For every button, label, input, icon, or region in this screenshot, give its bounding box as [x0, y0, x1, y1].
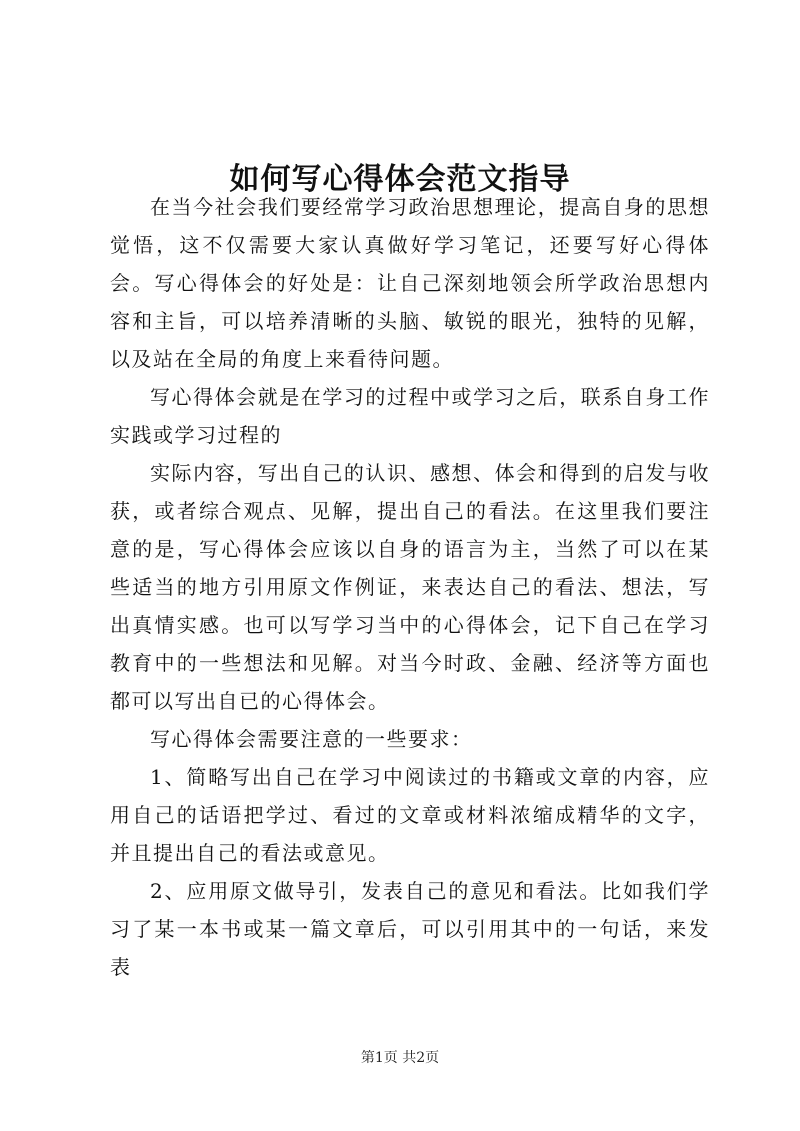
- paragraph-3: 实际内容，写出自己的认识、感想、体会和得到的启发与收获，或者综合观点、见解，提出自己的看法。在这里我们要注意的是，写心得体会应该以自身的语言为主，当然了可以在某些适当的地方引用原文作例证，来表达自己的看法、想法，写出真情实感。也可以写学习当中的心得体会，记下自己在学习教育中的一些想法和见解。对当今时政、金融、经济等方面也都可以写出自已的心得体会。: [110, 461, 710, 713]
- document-body: [110, 188, 710, 986]
- paragraph-1: 在当今社会我们要经常学习政治思想理论，提高自身的思想觉悟，这不仅需要大家认真做好学习笔记，还要写好心得体会。写心得体会的好处是：让自己深刻地领会所学政治思想内容和主旨，可以培养清晰的头脑、敏锐的眼光，独特的见解，以及站在全局的角度上来看待问题。: [110, 195, 710, 371]
- paragraph-5: 1、简略写出自己在学习中阅读过的书籍或文章的内容，应用自己的话语把学过、看过的文章或材料浓缩成精华的文字，并且提出自己的看法或意见。: [110, 765, 710, 865]
- paragraph-2: 写心得体会就是在学习的过程中或学习之后，联系自身工作实践或学习过程的: [110, 385, 710, 447]
- paragraph-6: 2、应用原文做导引，发表自己的意见和看法。比如我们学习了某一本书或某一篇文章后，可以引用其中的一句话，来发表: [110, 879, 710, 979]
- paragraph-4: 写心得体会需要注意的一些要求：: [150, 727, 473, 751]
- page-footer: 第1页 共2页: [360, 1050, 440, 1066]
- page-title: 如何写心得体会范文指导: [229, 162, 571, 198]
